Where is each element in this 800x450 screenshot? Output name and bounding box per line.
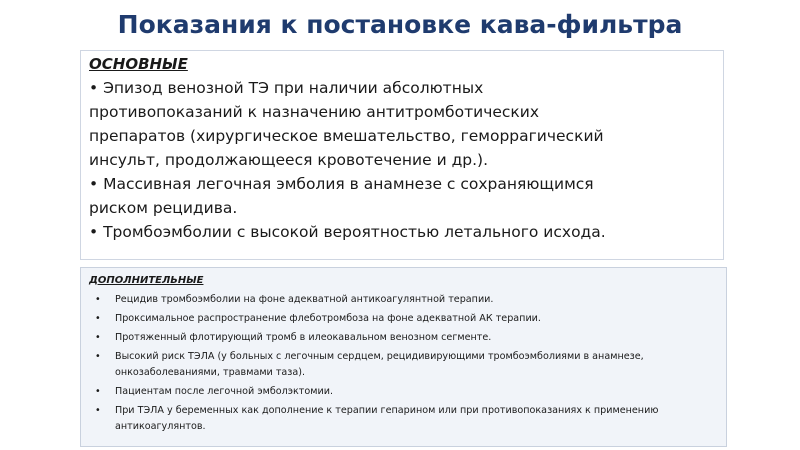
bullet-icon: • bbox=[95, 405, 101, 416]
main-indication-line: риском рецидива. bbox=[89, 199, 238, 217]
main-indication-line: противопоказаний к назначению антитромботических bbox=[89, 103, 540, 121]
slide-title: Показания к постановке кава-фильтра bbox=[117, 10, 683, 39]
additional-indication-item bbox=[89, 330, 718, 346]
additional-indication-item bbox=[89, 384, 718, 400]
additional-indications-box bbox=[80, 267, 727, 447]
additional-indication-item bbox=[89, 292, 718, 308]
bullet-icon: • bbox=[95, 386, 101, 397]
main-indications-heading: ОСНОВНЫЕ bbox=[89, 55, 188, 73]
additional-indication-text: При ТЭЛА у беременных как дополнение к терапии гепарином или при противопоказаниях к применению антикоагулянтов. bbox=[115, 405, 659, 432]
bullet-icon: • bbox=[95, 313, 101, 324]
main-indication-line: • Эпизод венозной ТЭ при наличии абсолютных bbox=[89, 79, 484, 97]
additional-indication-item bbox=[89, 311, 718, 327]
additional-indication-text: Проксимальное распространение флеботромбоза на фоне адекватной АК терапии. bbox=[115, 313, 541, 324]
additional-indication-text: Протяженный флотирующий тромб в илеокавальном венозном сегменте. bbox=[115, 332, 492, 343]
main-indication-line: • Тромбоэмболии с высокой вероятностью летального исхода. bbox=[89, 223, 606, 241]
main-indication-line: • Массивная легочная эмболия в анамнезе с сохраняющимся bbox=[89, 175, 594, 193]
main-indication-line: инсульт, продолжающееся кровотечение и др.). bbox=[89, 151, 489, 169]
additional-indication-text: Пациентам после легочной эмболэктомии. bbox=[115, 386, 334, 397]
main-indications-box bbox=[80, 50, 724, 260]
additional-indication-item bbox=[89, 403, 718, 435]
additional-indication-text: Рецидив тромбоэмболии на фоне адекватной антикоагулянтной терапии. bbox=[115, 294, 494, 305]
bullet-icon: • bbox=[95, 351, 101, 362]
main-indication-line: препаратов (хирургическое вмешательство, геморрагический bbox=[89, 127, 604, 145]
additional-indications-heading: ДОПОЛНИТЕЛЬНЫЕ bbox=[89, 275, 204, 286]
bullet-icon: • bbox=[95, 294, 101, 305]
additional-indication-text: Высокий риск ТЭЛА (у больных с легочным сердцем, рецидивирующими тромбоэмболиями в анамнезе, онкозаболеваниями, травмами таза). bbox=[115, 351, 644, 378]
bullet-icon: • bbox=[95, 332, 101, 343]
additional-indication-item bbox=[89, 349, 718, 381]
